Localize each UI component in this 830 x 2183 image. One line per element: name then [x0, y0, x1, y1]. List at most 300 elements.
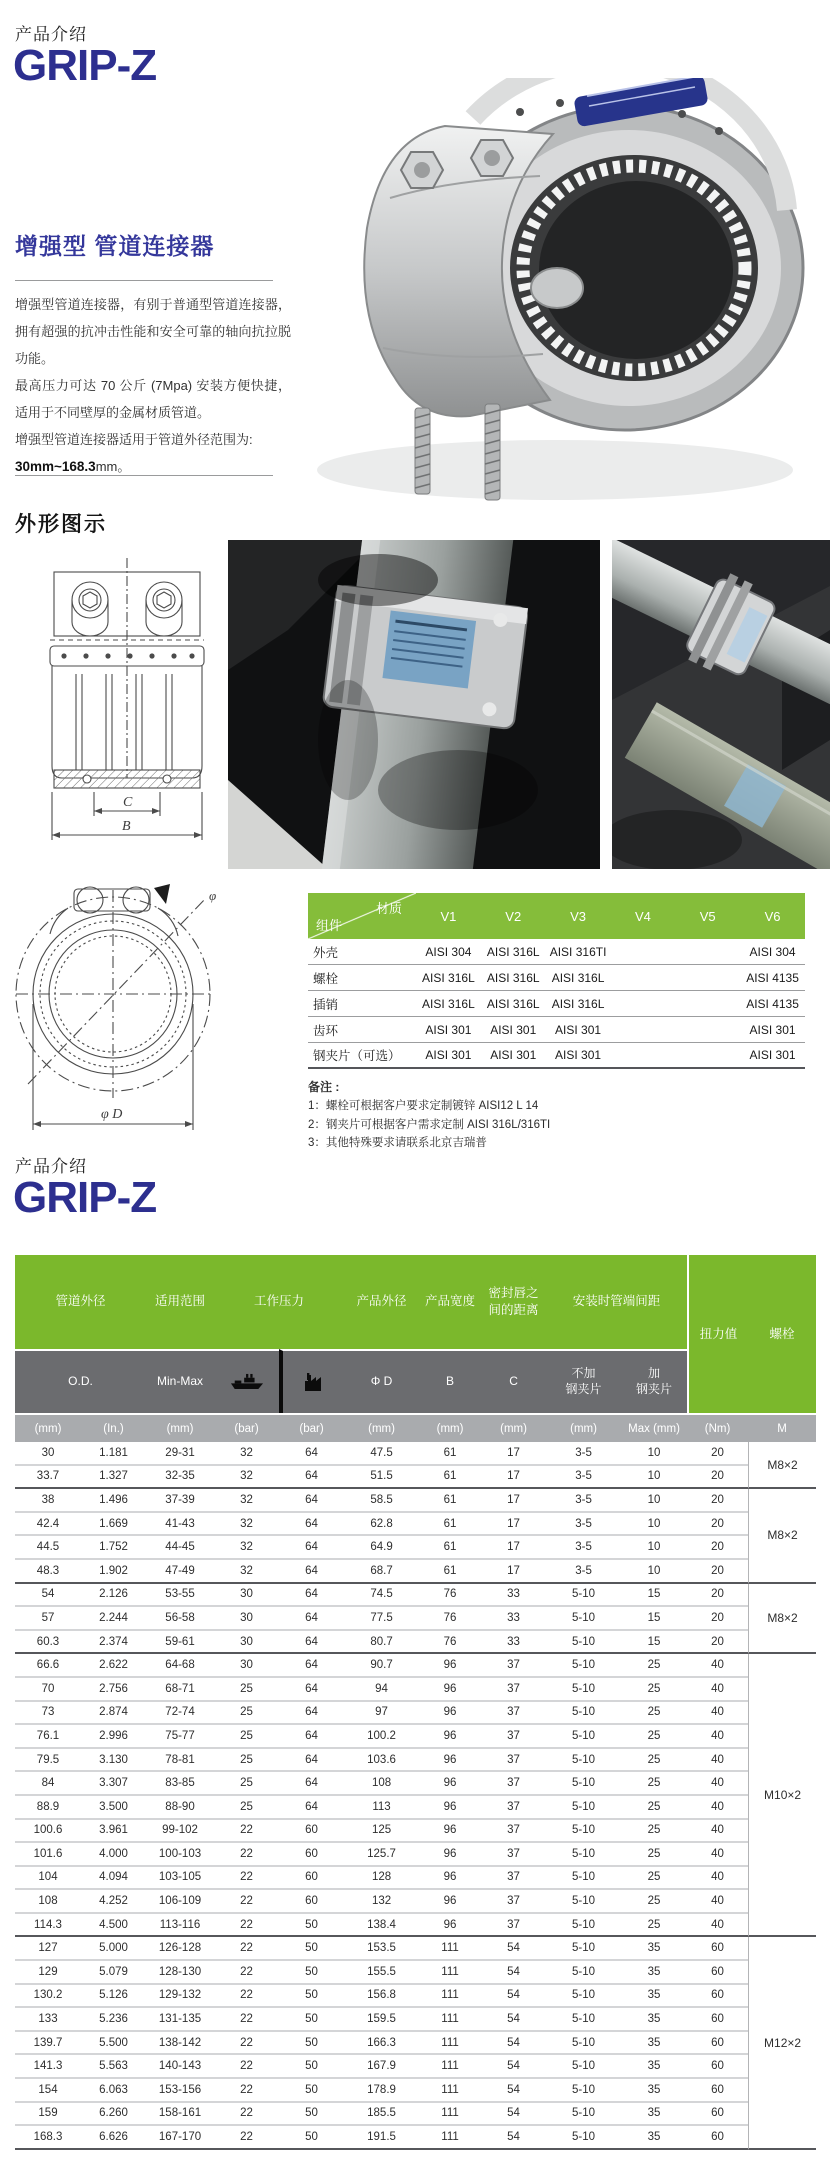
dimension-label-phi-r: φ: [209, 888, 217, 903]
material-value: AISI 301: [416, 1017, 481, 1043]
spec-value: 155.5: [344, 1961, 419, 1985]
unit-cell: M: [748, 1413, 816, 1442]
unit-cell: (mm): [15, 1413, 81, 1442]
spec-value: 25: [214, 1796, 279, 1820]
spec-value: 100.6: [15, 1820, 81, 1844]
spec-value: 22: [214, 2055, 279, 2079]
unit-cell: (mm): [419, 1413, 481, 1442]
spec-value: 40: [687, 1914, 748, 1938]
spec-value: 66.6: [15, 1654, 81, 1678]
spec-value: 32: [214, 1536, 279, 1560]
spec-value: 178.9: [344, 2079, 419, 2103]
spec-value: 37: [481, 1678, 546, 1702]
spec-value: 58.5: [344, 1489, 419, 1513]
spec-value: 111: [419, 2055, 481, 2079]
spec-value: 60: [687, 1961, 748, 1985]
spec-value: 128-130: [146, 1961, 214, 1985]
spec-value: 4.252: [81, 1890, 146, 1914]
subheader-no-clip: [546, 1349, 621, 1413]
spec-value: 167.9: [344, 2055, 419, 2079]
spec-value: 133: [15, 2008, 81, 2032]
subheader-od: O.D.: [15, 1349, 146, 1413]
spec-value: 20: [687, 1489, 748, 1513]
spec-value: 20: [687, 1442, 748, 1466]
spec-value: 96: [419, 1654, 481, 1678]
spec-value: 35: [621, 2008, 687, 2032]
materials-table-body: [308, 939, 805, 1069]
spec-value: 25: [621, 1772, 687, 1796]
spec-value: 80.7: [344, 1631, 419, 1655]
spec-value: 25: [621, 1702, 687, 1726]
spec-value: 30: [214, 1607, 279, 1631]
spec-value: 40: [687, 1725, 748, 1749]
material-value: [610, 1017, 675, 1043]
spec-value: 40: [687, 1843, 748, 1867]
spec-value: 64: [279, 1442, 344, 1466]
spec-value: 54: [481, 2032, 546, 2056]
spec-value: 40: [687, 1796, 748, 1820]
spec-value: 25: [621, 1654, 687, 1678]
spec-value: 185.5: [344, 2103, 419, 2127]
spec-value: 42.4: [15, 1513, 81, 1537]
spec-value: 64: [279, 1513, 344, 1537]
header-install-gap: 安装时管端间距: [546, 1255, 687, 1349]
spec-value: 33.7: [15, 1466, 81, 1490]
spec-value: 25: [621, 1914, 687, 1938]
spec-value: 37: [481, 1654, 546, 1678]
spec-value: 5-10: [546, 1749, 621, 1773]
unit-cell: (Nm): [687, 1413, 748, 1442]
no-clip-line1: 不加: [571, 1366, 596, 1381]
spec-value: 10: [621, 1442, 687, 1466]
material-value: AISI 316L: [546, 991, 611, 1017]
subheader-phi-d: Φ D: [344, 1349, 419, 1413]
spec-value: 129: [15, 1961, 81, 1985]
subheader-c: C: [481, 1349, 546, 1413]
spec-value: 60: [687, 2008, 748, 2032]
spec-value: 100-103: [146, 1843, 214, 1867]
spec-value: 96: [419, 1796, 481, 1820]
spec-value: 20: [687, 1536, 748, 1560]
spec-value: 25: [214, 1725, 279, 1749]
spec-value: 2.996: [81, 1725, 146, 1749]
spec-value: 54: [481, 2055, 546, 2079]
bolt-spec: M12×2: [748, 1937, 816, 2149]
dimension-label-c: C: [123, 795, 133, 810]
product-photo: [295, 78, 820, 516]
spec-value: 90.7: [344, 1654, 419, 1678]
spec-row: [15, 1560, 816, 1584]
spec-value: 64: [279, 1536, 344, 1560]
spec-value: 20: [687, 1513, 748, 1537]
spec-value: 5.236: [81, 2008, 146, 2032]
material-value: AISI 301: [416, 1043, 481, 1069]
unit-cell: (mm): [546, 1413, 621, 1442]
spec-value: 30: [15, 1442, 81, 1466]
unit-cell: (mm): [481, 1413, 546, 1442]
spec-value: 73: [15, 1702, 81, 1726]
spec-value: 1.327: [81, 1466, 146, 1490]
spec-value: 3-5: [546, 1489, 621, 1513]
spec-value: 60: [279, 1867, 344, 1891]
spec-row: [15, 1725, 816, 1749]
with-clip-line1: 加: [648, 1366, 661, 1381]
spec-value: 96: [419, 1820, 481, 1844]
spec-value: 70: [15, 1678, 81, 1702]
spec-value: 88.9: [15, 1796, 81, 1820]
spec-value: 40: [687, 1678, 748, 1702]
spec-value: 79.5: [15, 1749, 81, 1773]
spec-value: 4.094: [81, 1867, 146, 1891]
spec-value: 60: [687, 2103, 748, 2127]
spec-value: 60: [279, 1820, 344, 1844]
spec-value: 17: [481, 1560, 546, 1584]
installation-photo-1: [228, 540, 600, 869]
material-value: AISI 316L: [416, 965, 481, 991]
spec-value: 5.500: [81, 2032, 146, 2056]
spec-value: 88-90: [146, 1796, 214, 1820]
spec-value: 37: [481, 1772, 546, 1796]
spec-value: 104: [15, 1867, 81, 1891]
technical-drawing-ring-view: [6, 846, 224, 1153]
spec-value: 6.260: [81, 2103, 146, 2127]
spec-header-groups: [15, 1255, 816, 1349]
spec-row: [15, 1749, 816, 1773]
spec-value: 60: [687, 1937, 748, 1961]
spec-value: 5.000: [81, 1937, 146, 1961]
unit-cell: (mm): [344, 1413, 419, 1442]
spec-value: 3.961: [81, 1820, 146, 1844]
spec-value: 53-55: [146, 1584, 214, 1608]
spec-row: [15, 1914, 816, 1938]
spec-value: 5-10: [546, 1678, 621, 1702]
spec-value: 37: [481, 1890, 546, 1914]
description-paragraph: 最高压力可达 70 公斤 (7Mpa) 安装方便快捷，适用于不同壁厚的金属材质管道。: [15, 378, 291, 420]
spec-value: 17: [481, 1442, 546, 1466]
dimension-label-phi-d: φ D: [101, 1107, 123, 1122]
spec-value: 153.5: [344, 1937, 419, 1961]
spec-value: 22: [214, 1890, 279, 1914]
spec-value: 111: [419, 2032, 481, 2056]
spec-value: 3.130: [81, 1749, 146, 1773]
spec-value: 108: [15, 1890, 81, 1914]
spec-value: 78-81: [146, 1749, 214, 1773]
spec-value: 30: [214, 1631, 279, 1655]
materials-col-v5: V5: [675, 893, 740, 939]
spec-value: 4.000: [81, 1843, 146, 1867]
spec-value: 64: [279, 1466, 344, 1490]
spec-value: 64: [279, 1702, 344, 1726]
section1-brand-title: GRIP-Z: [13, 41, 157, 90]
spec-value: 76: [419, 1584, 481, 1608]
spec-value: 35: [621, 2103, 687, 2127]
spec-value: 30: [214, 1584, 279, 1608]
spec-value: 129-132: [146, 1985, 214, 2009]
header-product-od: 产品外径: [344, 1255, 419, 1349]
spec-value: 101.6: [15, 1843, 81, 1867]
materials-col-v3: V3: [546, 893, 611, 939]
spec-value: 113-116: [146, 1914, 214, 1938]
spec-value: 84: [15, 1772, 81, 1796]
spec-value: 25: [214, 1749, 279, 1773]
spec-value: 37-39: [146, 1489, 214, 1513]
spec-value: 50: [279, 1961, 344, 1985]
spec-value: 68-71: [146, 1678, 214, 1702]
spec-value: 33: [481, 1584, 546, 1608]
spec-row: [15, 1867, 816, 1891]
spec-row: [15, 1631, 816, 1655]
materials-header-row: [308, 893, 805, 939]
spec-value: 20: [687, 1607, 748, 1631]
material-value: AISI 304: [416, 939, 481, 965]
unit-cell: (bar): [214, 1413, 279, 1442]
spec-row: [15, 1937, 816, 1961]
spec-value: 40: [687, 1749, 748, 1773]
spec-value: 22: [214, 1867, 279, 1891]
spec-value: 154: [15, 2079, 81, 2103]
subheader-factory-pressure: [279, 1349, 344, 1413]
corner-label-component: 组件: [316, 918, 343, 933]
spec-value: 5.126: [81, 1985, 146, 2009]
material-value: [675, 1043, 740, 1069]
divider: [15, 475, 273, 476]
material-value: AISI 316L: [481, 965, 546, 991]
spec-value: 5-10: [546, 1772, 621, 1796]
spec-row: [15, 1654, 816, 1678]
spec-value: 54: [15, 1584, 81, 1608]
spec-row: [15, 1489, 816, 1513]
spec-value: 5-10: [546, 2079, 621, 2103]
spec-value: 35: [621, 2055, 687, 2079]
spec-value: 22: [214, 2103, 279, 2127]
spec-value: 32: [214, 1489, 279, 1513]
spec-value: 64: [279, 1631, 344, 1655]
spec-value: 37: [481, 1796, 546, 1820]
spec-value: 17: [481, 1513, 546, 1537]
spec-value: 128: [344, 1867, 419, 1891]
spec-value: 64: [279, 1654, 344, 1678]
spec-value: 138-142: [146, 2032, 214, 2056]
spec-value: 167-170: [146, 2126, 214, 2150]
spec-value: 1.496: [81, 1489, 146, 1513]
spec-value: 61: [419, 1560, 481, 1584]
installation-photo-2: [612, 540, 830, 869]
spec-value: 25: [214, 1702, 279, 1726]
spec-value: 76.1: [15, 1725, 81, 1749]
material-value: AISI 316L: [416, 991, 481, 1017]
header-pipe-od: 管道外径: [15, 1255, 146, 1349]
header-product-width: 产品宽度: [419, 1255, 481, 1349]
spec-value: 10: [621, 1466, 687, 1490]
spec-value: 35: [621, 2032, 687, 2056]
spec-value: 100.2: [344, 1725, 419, 1749]
spec-value: 125.7: [344, 1843, 419, 1867]
spec-value: 130.2: [15, 1985, 81, 2009]
component-name: 螺栓: [308, 965, 416, 991]
spec-value: 5-10: [546, 1985, 621, 2009]
spec-row: [15, 2103, 816, 2127]
spec-value: 111: [419, 1937, 481, 1961]
spec-value: 141.3: [15, 2055, 81, 2079]
material-value: AISI 301: [740, 1043, 805, 1069]
spec-row: [15, 2079, 816, 2103]
spec-row: [15, 1985, 816, 2009]
spec-row: [15, 1513, 816, 1537]
unit-cell: (bar): [279, 1413, 344, 1442]
spec-value: 76: [419, 1631, 481, 1655]
spec-value: 57: [15, 1607, 81, 1631]
spec-value: 40: [687, 1890, 748, 1914]
spec-row: [15, 1584, 816, 1608]
spec-value: 68.7: [344, 1560, 419, 1584]
od-range-bold: 30mm~168.3: [15, 459, 96, 474]
spec-value: 168.3: [15, 2126, 81, 2150]
spec-value: 96: [419, 1678, 481, 1702]
spec-value: 32: [214, 1466, 279, 1490]
spec-value: 47-49: [146, 1560, 214, 1584]
spec-value: 5-10: [546, 1796, 621, 1820]
spec-value: 30: [214, 1654, 279, 1678]
outline-section-title: 外形图示: [15, 513, 107, 536]
material-value: [610, 939, 675, 965]
spec-value: 51.5: [344, 1466, 419, 1490]
spec-value: 2.374: [81, 1631, 146, 1655]
material-value: AISI 4135: [740, 991, 805, 1017]
section2-kicker: 产品介绍: [15, 1157, 87, 1176]
spec-value: 60: [687, 2126, 748, 2150]
spec-value: 5-10: [546, 1961, 621, 1985]
spec-value: 99-102: [146, 1820, 214, 1844]
spec-value: 22: [214, 2079, 279, 2103]
spec-value: 5-10: [546, 1890, 621, 1914]
spec-value: 96: [419, 1890, 481, 1914]
notes-block: [308, 1078, 550, 1152]
section2-brand-title: GRIP-Z: [13, 1173, 157, 1222]
spec-value: 37: [481, 1843, 546, 1867]
spec-value: 5-10: [546, 1725, 621, 1749]
spec-value: 111: [419, 2103, 481, 2127]
spec-value: 35: [621, 2079, 687, 2103]
spec-value: 2.244: [81, 1607, 146, 1631]
spec-value: 96: [419, 1772, 481, 1796]
spec-value: 61: [419, 1513, 481, 1537]
spec-value: 96: [419, 1914, 481, 1938]
spec-value: 22: [214, 2126, 279, 2150]
spec-value: 64.9: [344, 1536, 419, 1560]
spec-value: 35: [621, 1961, 687, 1985]
spec-value: 159: [15, 2103, 81, 2127]
technical-drawing-side-view: [32, 556, 227, 851]
spec-value: 25: [621, 1867, 687, 1891]
spec-value: 20: [687, 1560, 748, 1584]
spec-value: 62.8: [344, 1513, 419, 1537]
spec-row: [15, 1772, 816, 1796]
subheader-b: B: [419, 1349, 481, 1413]
spec-value: 61: [419, 1536, 481, 1560]
subheader-ship-pressure: [214, 1349, 279, 1413]
note-item: 1：螺栓可根据客户要求定制镀锌 AISI12 L 14: [308, 1100, 539, 1113]
spec-row: [15, 1820, 816, 1844]
spec-value: 113: [344, 1796, 419, 1820]
spec-value: 1.669: [81, 1513, 146, 1537]
spec-value: 4.500: [81, 1914, 146, 1938]
spec-value: 61: [419, 1466, 481, 1490]
spec-value: 96: [419, 1867, 481, 1891]
component-name: 钢夹片（可选）: [308, 1043, 416, 1069]
bolt-spec: M8×2: [748, 1489, 816, 1583]
spec-value: 5-10: [546, 1584, 621, 1608]
spec-value: 54: [481, 2103, 546, 2127]
spec-value: 54: [481, 1937, 546, 1961]
spec-value: 111: [419, 2079, 481, 2103]
spec-table-body: [15, 1442, 816, 2150]
material-value: [610, 991, 675, 1017]
spec-value: 48.3: [15, 1560, 81, 1584]
header-seal-lip-distance: 密封唇之间的距离: [481, 1255, 546, 1349]
spec-value: 111: [419, 2008, 481, 2032]
spec-value: 50: [279, 1914, 344, 1938]
material-value: AISI 316L: [481, 939, 546, 965]
spec-value: 94: [344, 1678, 419, 1702]
spec-value: 153-156: [146, 2079, 214, 2103]
materials-col-v1: V1: [416, 893, 481, 939]
spec-value: 5-10: [546, 1820, 621, 1844]
spec-value: 41-43: [146, 1513, 214, 1537]
spec-row: [15, 1607, 816, 1631]
spec-value: 64: [279, 1584, 344, 1608]
spec-units-row: [15, 1413, 816, 1442]
material-value: AISI 301: [740, 1017, 805, 1043]
spec-value: 83-85: [146, 1772, 214, 1796]
spec-value: 50: [279, 2008, 344, 2032]
spec-value: 54: [481, 1961, 546, 1985]
spec-value: 54: [481, 2126, 546, 2150]
spec-value: 97: [344, 1702, 419, 1726]
component-name: 插销: [308, 991, 416, 1017]
spec-value: 5-10: [546, 1914, 621, 1938]
spec-value: 2.756: [81, 1678, 146, 1702]
spec-value: 50: [279, 2126, 344, 2150]
spec-value: 138.4: [344, 1914, 419, 1938]
spec-value: 15: [621, 1607, 687, 1631]
bolt-spec: M10×2: [748, 1654, 816, 1937]
spec-value: 108: [344, 1772, 419, 1796]
spec-value: 37: [481, 1867, 546, 1891]
spec-value: 61: [419, 1489, 481, 1513]
spec-value: 64: [279, 1772, 344, 1796]
material-value: AISI 4135: [740, 965, 805, 991]
od-range-unit: mm。: [95, 459, 131, 474]
spec-value: 64: [279, 1796, 344, 1820]
spec-value: 5.563: [81, 2055, 146, 2079]
materials-row: [308, 939, 805, 965]
spec-value: 44-45: [146, 1536, 214, 1560]
spec-value: 64: [279, 1560, 344, 1584]
spec-row: [15, 2008, 816, 2032]
spec-row: [15, 2126, 816, 2150]
description-paragraph: 增强型管道连接器适用于管道外径范围为:: [15, 432, 253, 447]
spec-value: 75-77: [146, 1725, 214, 1749]
material-value: AISI 301: [546, 1043, 611, 1069]
material-value: AISI 304: [740, 939, 805, 965]
material-value: [675, 939, 740, 965]
spec-value: 25: [214, 1772, 279, 1796]
spec-value: 64: [279, 1607, 344, 1631]
spec-value: 37: [481, 1702, 546, 1726]
spec-value: 114.3: [15, 1914, 81, 1938]
spec-value: 17: [481, 1466, 546, 1490]
spec-value: 5.079: [81, 1961, 146, 1985]
